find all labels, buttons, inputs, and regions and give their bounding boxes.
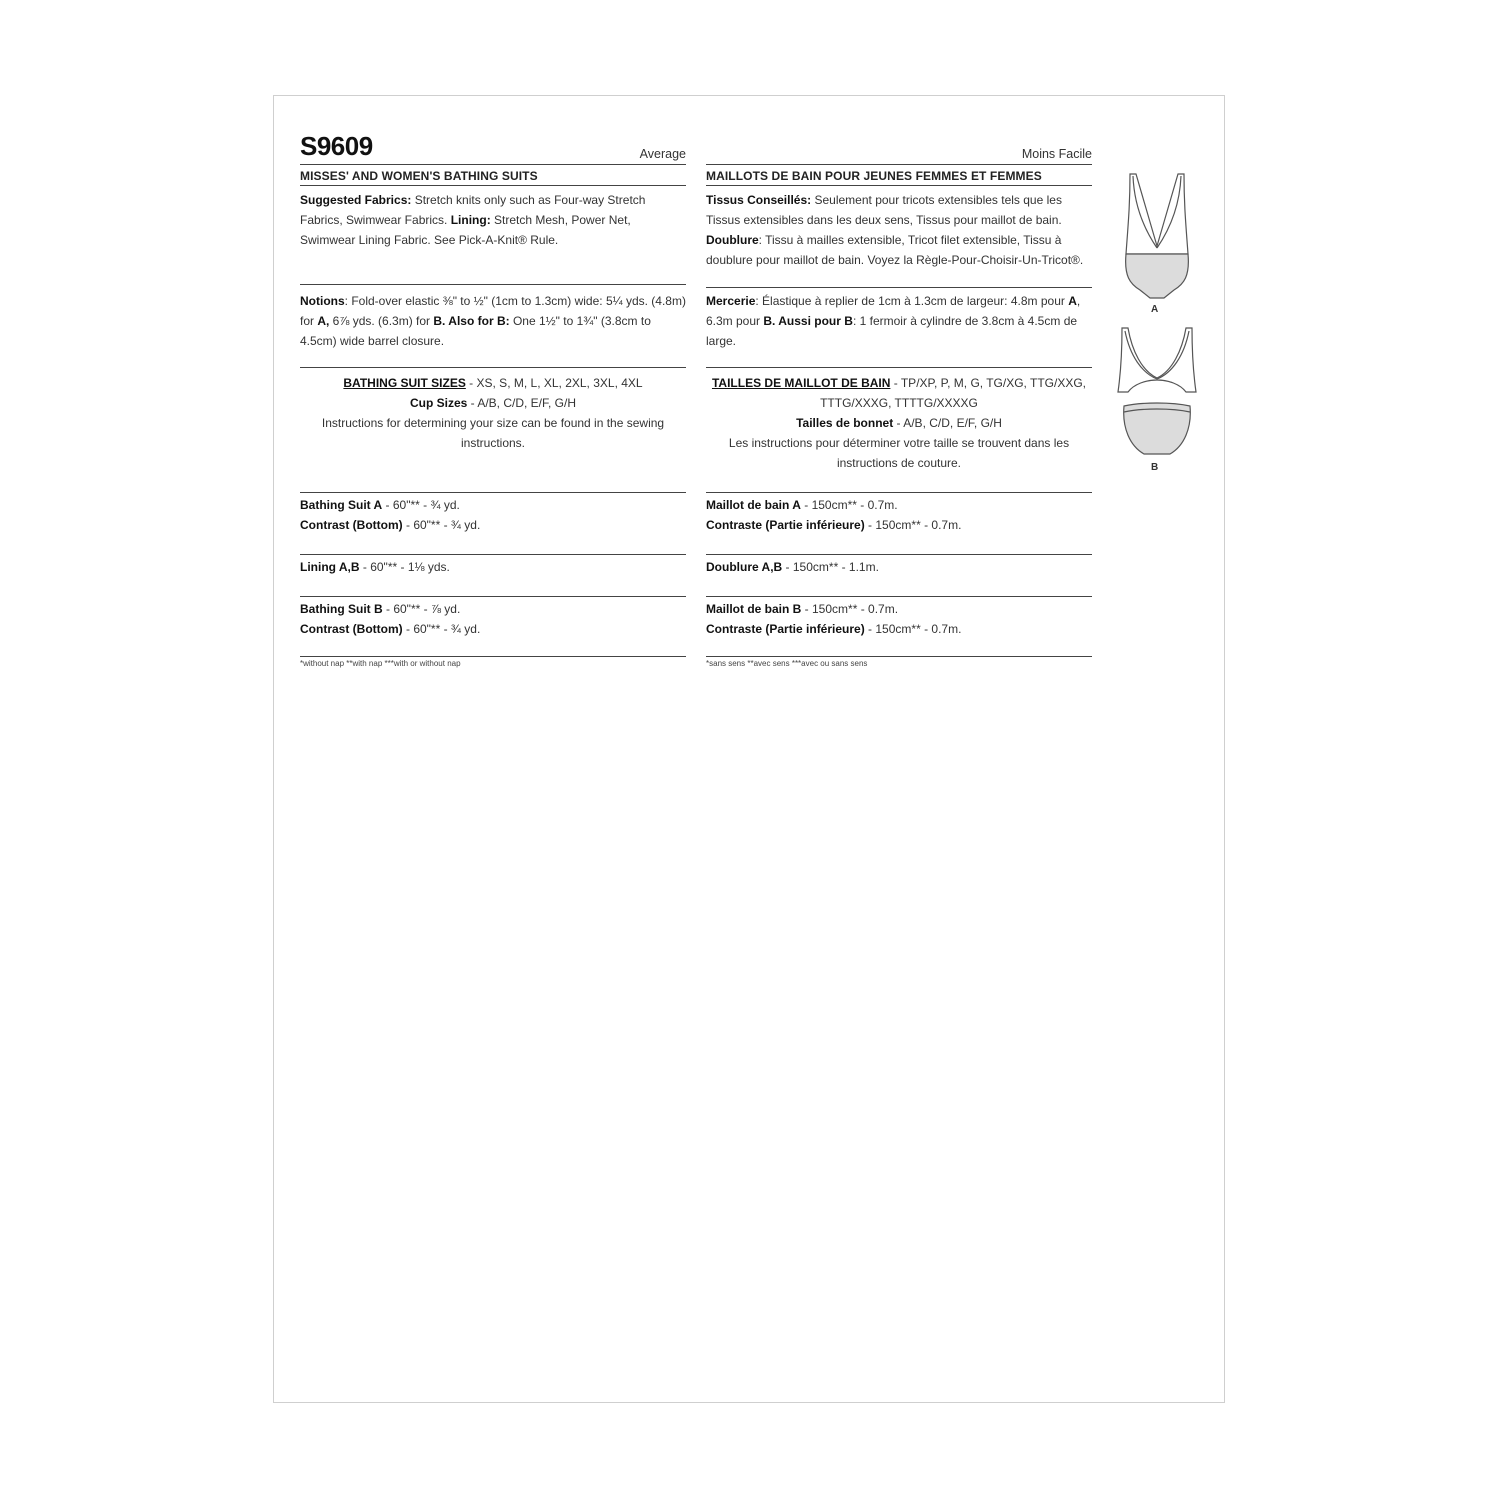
sizes-block: BATHING SUIT SIZES - XS, S, M, L, XL, 2XL, 3XL, 4XL Cup Sizes - A/B, C/D, E/F, G/H Instructions for determining your size can be found in the sewing instructions. (321, 376, 665, 450)
view-a-sketch (1126, 174, 1189, 298)
divider (300, 284, 686, 285)
pattern-back-page (273, 95, 1225, 1403)
divider (300, 656, 686, 657)
divider (300, 492, 686, 493)
footnote: *sans sens **avec sens ***avec ou sans sens (706, 659, 868, 668)
divider (706, 596, 1092, 597)
view-a-label: A (1151, 304, 1159, 315)
pattern-code: S9609 (300, 131, 373, 161)
divider (706, 367, 1092, 368)
technical-sketches (1112, 166, 1202, 496)
swimsuit-sketch-icon (1112, 166, 1202, 496)
pattern-title: MISSES' AND WOMEN'S BATHING SUITS (300, 167, 686, 186)
yardage-a: Maillot de bain A - 150cm** - 0.7m. Contraste (Partie inférieure) - 150cm** - 0.7m. (706, 498, 962, 532)
view-b-label: B (1151, 462, 1159, 473)
yardage-b: Bathing Suit B - 60"** - ⅞ yd. Contrast (Bottom) - 60"** - ¾ yd. (300, 602, 481, 636)
pattern-title: MAILLOTS DE BAIN POUR JEUNES FEMMES ET FEMMES (706, 167, 1092, 186)
footnote: *without nap **with nap ***with or without nap (300, 659, 461, 668)
view-b-bottom-sketch (1124, 403, 1191, 454)
divider (706, 287, 1092, 288)
view-b-top-sketch (1118, 328, 1196, 392)
yardage-lining: Doublure A,B - 150cm** - 1.1m. (706, 560, 879, 574)
header-row (706, 134, 1092, 165)
divider (706, 492, 1092, 493)
divider (706, 554, 1092, 555)
difficulty-level: Moins Facile (1021, 147, 1092, 161)
yardage-b: Maillot de bain B - 150cm** - 0.7m. Contraste (Partie inférieure) - 150cm** - 0.7m. (706, 602, 962, 636)
notions: Mercerie: Élastique à replier de 1cm à 1.3cm de largeur: 4.8m pour A, 6.3m pour B. Aussi pour B: 1 fermoir à cylindre de 3.8cm à 4.5cm de large. (706, 294, 1081, 348)
difficulty-level: Average (639, 147, 686, 161)
divider (706, 656, 1092, 657)
notions: Notions: Fold-over elastic ⅜" to ½" (1cm to 1.3cm) wide: 5¼ yds. (4.8m) for A, 6⅞ yds. (6.3m) for B. Also for B: One 1½" to 1¾" (3.8cm to 4.5cm) wide barrel closure. (300, 294, 686, 348)
divider (300, 554, 686, 555)
yardage-a: Bathing Suit A - 60"** - ¾ yd. Contrast (Bottom) - 60"** - ¾ yd. (300, 498, 481, 532)
sizes-block: TAILLES DE MAILLOT DE BAIN - TP/XP, P, M, G, TG/XG, TTG/XXG, TTTG/XXXG, TTTTG/XXXXG Tailles de bonnet - A/B, C/D, E/F, G/H Les instructions pour déterminer votre taille se trouvent dans les instructions de couture. (711, 376, 1087, 470)
suggested-fabrics: Suggested Fabrics: Stretch knits only such as Four-way Stretch Fabrics, Swimwear Fabrics. Lining: Stretch Mesh, Power Net, Swimwear Lining Fabric. See Pick-A-Knit® Rule. (300, 193, 646, 247)
divider (300, 367, 686, 368)
header-row (300, 131, 686, 165)
suggested-fabrics: Tissus Conseillés: Seulement pour tricots extensibles tels que les Tissus extensibles dans les deux sens, Tissus pour maillot de bain. Doublure: Tissu à mailles extensible, Tricot filet extensible, Tissu à doublure pour maillot de bain. Voyez la Règle-Pour-Choisir-Un-Tricot®. (706, 193, 1084, 267)
divider (300, 596, 686, 597)
yardage-lining: Lining A,B - 60"** - 1⅛ yds. (300, 560, 450, 574)
